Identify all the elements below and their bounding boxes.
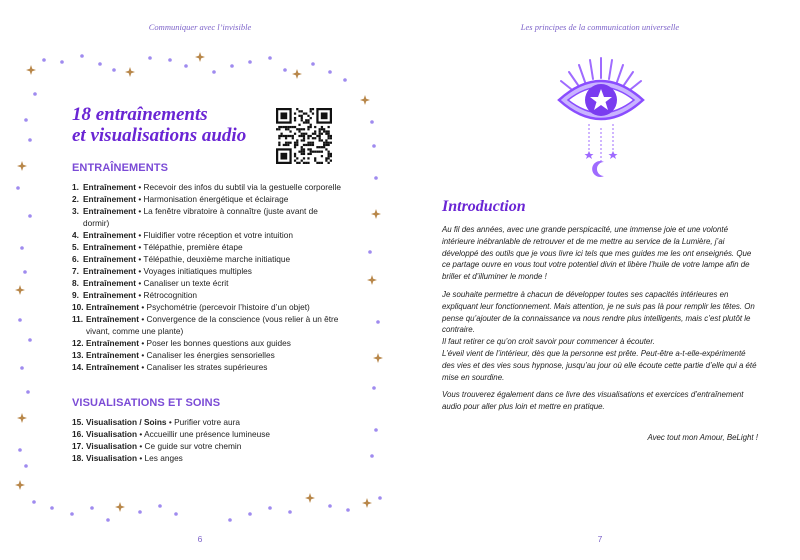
dot-decoration <box>184 64 188 68</box>
item-keyword: Entraînement <box>86 302 140 312</box>
star-decoration-icon <box>292 69 302 79</box>
dot-decoration <box>212 70 216 74</box>
item-text: Convergence de la conscience (vous relier à un être vivant, comme une plante) <box>86 314 339 336</box>
item-keyword: Visualisation <box>86 429 138 439</box>
dot-decoration <box>16 186 20 190</box>
item-number: 14. <box>72 362 84 372</box>
crescent-moon-icon <box>592 161 604 177</box>
signature: Avec tout mon Amour, BeLight ! <box>647 433 758 442</box>
item-text: Recevoir des infos du subtil via la gestuelle corporelle <box>143 182 341 192</box>
item-keyword: Entraînement <box>86 314 140 324</box>
item-text: Harmonisation énergétique et éclairage <box>143 194 289 204</box>
star-decoration-icon <box>371 209 381 219</box>
paragraph: L’éveil vient de l’intérieur, dès que la personne est prête. Peut-être a-t-elle-expérimenté des vies et des vies sous hypnose, jusqu’au jour où elle écoute cette partie d’elle qui a été mise en sourdine. <box>442 348 757 382</box>
dot-decoration <box>80 54 84 58</box>
item-keyword: Entraînement <box>83 206 137 216</box>
dot-decoration <box>268 506 272 510</box>
star-decoration-icon <box>305 493 315 503</box>
qr-code-icon[interactable] <box>276 108 332 164</box>
dot-decoration <box>230 64 234 68</box>
dot-decoration <box>23 270 27 274</box>
item-number: 13. <box>72 350 84 360</box>
item-keyword: Entraînement <box>83 182 137 192</box>
introduction-heading: Introduction <box>442 198 526 215</box>
item-keyword: Visualisation <box>86 453 138 463</box>
list-item: 18. Visualisation • Les anges <box>72 453 183 463</box>
dot-decoration <box>98 62 102 66</box>
list-item: 2. Entraînement • Harmonisation énergétique et éclairage <box>72 194 289 204</box>
item-keyword: Visualisation / Soins <box>86 417 167 427</box>
list-item: 17. Visualisation • Ce guide sur votre chemin <box>72 441 242 451</box>
list-item: 14. Entraînement • Canaliser les strates supérieures <box>72 362 268 372</box>
list-item: 7. Entraînement • Voyages initiatiques multiples <box>72 266 252 276</box>
dot-decoration <box>228 518 232 522</box>
paragraph: Je souhaite permettre à chacun de développer toutes ses capacités intérieures en expliquant leur fonctionnement. Mais attention, je ne suis pas là pour remplir les têtes. On pense qu’ajouter de la connaissance va nous rendre plus intelligents, mais c’est plutôt le contraire. <box>442 289 755 335</box>
list-item: 4. Entraînement • Fluidifier votre réception et votre intuition <box>72 230 293 240</box>
star-decoration-icon <box>195 52 205 62</box>
item-text: Canaliser un texte écrit <box>143 278 229 288</box>
running-head-right: Les principes de la communication universelle <box>520 22 680 32</box>
dot-decoration <box>374 176 378 180</box>
dot-decoration <box>42 58 46 62</box>
visualisations-list <box>72 416 342 464</box>
dot-decoration <box>168 58 172 62</box>
dot-decoration <box>311 62 315 66</box>
item-number: 2. <box>72 194 79 204</box>
dot-decoration <box>328 70 332 74</box>
item-number: 18. <box>72 453 84 463</box>
running-head-left: Communiquer avec l’invisible <box>148 22 252 32</box>
item-text: Télépathie, première étape <box>143 242 243 252</box>
item-keyword: Entraînement <box>86 350 140 360</box>
dot-decoration <box>60 60 64 64</box>
dot-decoration <box>372 386 376 390</box>
item-number: 5. <box>72 242 79 252</box>
item-keyword: Entraînement <box>83 278 137 288</box>
item-text: Purifier votre aura <box>174 417 241 427</box>
title-line-1: 18 entraînements <box>72 104 208 125</box>
item-number: 17. <box>72 441 84 451</box>
star-decoration-icon <box>367 275 377 285</box>
dot-decoration <box>20 246 24 250</box>
dot-decoration <box>28 138 32 142</box>
dot-decoration <box>26 390 30 394</box>
dot-decoration <box>32 500 36 504</box>
item-text: Accueillir une présence lumineuse <box>144 429 270 439</box>
dot-decoration <box>138 510 142 514</box>
dot-decoration <box>378 496 382 500</box>
dot-decoration <box>20 366 24 370</box>
list-item: 6. Entraînement • Télépathie, deuxième marche initiatique <box>72 254 291 264</box>
item-number: 1. <box>72 182 79 192</box>
paragraph: Vous trouverez également dans ce livre des visualisations et exercices d’entraînement audio pour aller plus loin et mettre en pratique. <box>442 390 744 412</box>
item-text: Télépathie, deuxième marche initiatique <box>143 254 291 264</box>
section-heading-visualisations: VISUALISATIONS ET SOINS <box>72 397 221 409</box>
item-text: Ce guide sur votre chemin <box>144 441 242 451</box>
dot-decoration <box>370 454 374 458</box>
list-item: 8. Entraînement • Canaliser un texte écrit <box>72 278 229 288</box>
list-item: 15. Visualisation / Soins • Purifier votre aura <box>72 417 241 427</box>
eye-symbol-icon <box>556 54 646 178</box>
dot-decoration <box>28 338 32 342</box>
item-text: Fluidifier votre réception et votre intuition <box>143 230 293 240</box>
dot-decoration <box>328 504 332 508</box>
item-keyword: Entraînement <box>83 290 137 300</box>
item-number: 11. <box>72 314 84 324</box>
star-decoration-icon <box>15 285 25 295</box>
star-decoration-icon <box>362 498 372 508</box>
item-text: La fenêtre vibratoire à connaître (juste avant de dormir) <box>83 206 318 228</box>
dot-decoration <box>50 506 54 510</box>
dot-decoration <box>248 512 252 516</box>
dot-decoration <box>376 320 380 324</box>
item-text: Les anges <box>144 453 183 463</box>
item-text: Poser les bonnes questions aux guides <box>146 338 291 348</box>
item-text: Canaliser les énergies sensorielles <box>146 350 275 360</box>
dot-decoration <box>148 56 152 60</box>
page-number-left: 6 <box>197 534 203 544</box>
introduction-body <box>442 224 758 419</box>
dot-decoration <box>174 512 178 516</box>
dot-decoration <box>18 448 22 452</box>
paragraph: Au fil des années, avec une grande perspicacité, une immense joie et une volonté intérieure inébranlable de retrouver et de me mettre au service de la Lumière, j’ai développé des outils que je vous livre ici tels que mes guides me les ont enseignés. Que ce partage ouvre en vous tout votre potentiel divin et libère l’huile de votre lampe afin de briller et d’illuminer le monde ! <box>442 225 752 282</box>
dot-decoration <box>24 118 28 122</box>
star-decoration-icon <box>17 161 27 171</box>
dot-decoration <box>106 518 110 522</box>
item-number: 7. <box>72 266 79 276</box>
list-item: 11. Entraînement • Convergence de la conscience (vous relier à un être vivant, comme une plante) <box>72 314 339 336</box>
star-decoration-icon <box>15 480 25 490</box>
star-decoration-icon <box>360 95 370 105</box>
list-item: 13. Entraînement • Canaliser les énergies sensorielles <box>72 350 275 360</box>
page-title <box>72 104 246 146</box>
list-item: 5. Entraînement • Télépathie, première étape <box>72 242 243 252</box>
item-text: Psychométrie (percevoir l’histoire d’un objet) <box>146 302 310 312</box>
dot-decoration <box>374 428 378 432</box>
item-number: 6. <box>72 254 79 264</box>
item-number: 4. <box>72 230 79 240</box>
dot-decoration <box>158 504 162 508</box>
item-number: 8. <box>72 278 79 288</box>
section-heading-entrainements: ENTRAÎNEMENTS <box>72 162 169 174</box>
dot-decoration <box>346 508 350 512</box>
item-keyword: Entraînement <box>83 254 137 264</box>
item-number: 3. <box>72 206 79 216</box>
item-keyword: Entraînement <box>83 242 137 252</box>
item-text: Canaliser les strates supérieures <box>146 362 268 372</box>
dot-decoration <box>24 464 28 468</box>
dot-decoration <box>370 120 374 124</box>
dot-decoration <box>283 68 287 72</box>
list-item: 12. Entraînement • Poser les bonnes questions aux guides <box>72 338 291 348</box>
item-keyword: Entraînement <box>83 266 137 276</box>
list-item: 10. Entraînement • Psychométrie (percevoir l’histoire d’un objet) <box>72 302 310 312</box>
item-text: Voyages initiatiques multiples <box>143 266 252 276</box>
paragraph: Il faut retirer ce qu’on croit savoir pour commencer à écouter. <box>442 337 655 347</box>
item-number: 10. <box>72 302 84 312</box>
entrainements-list <box>72 181 342 373</box>
item-keyword: Entraînement <box>86 362 140 372</box>
title-line-2: et visualisations audio <box>72 125 247 146</box>
item-number: 16. <box>72 429 84 439</box>
item-keyword: Entraînement <box>83 194 137 204</box>
list-item: 1. Entraînement • Recevoir des infos du subtil via la gestuelle corporelle <box>72 182 341 192</box>
star-decoration-icon <box>26 65 36 75</box>
item-text: Rétrocognition <box>143 290 198 300</box>
dot-decoration <box>18 318 22 322</box>
dot-decoration <box>268 56 272 60</box>
dot-decoration <box>343 78 347 82</box>
page-number-right: 7 <box>597 534 603 544</box>
item-number: 12. <box>72 338 84 348</box>
dot-decoration <box>248 60 252 64</box>
dot-decoration <box>372 144 376 148</box>
item-number: 9. <box>72 290 79 300</box>
item-keyword: Entraînement <box>86 338 140 348</box>
dot-decoration <box>28 214 32 218</box>
star-decoration-icon <box>125 67 135 77</box>
star-decoration-icon <box>373 353 383 363</box>
list-item: 16. Visualisation • Accueillir une présence lumineuse <box>72 429 270 439</box>
dot-decoration <box>90 506 94 510</box>
item-keyword: Entraînement <box>83 230 137 240</box>
item-number: 15. <box>72 417 84 427</box>
dot-decoration <box>368 250 372 254</box>
list-item: 9. Entraînement • Rétrocognition <box>72 290 198 300</box>
list-item: 3. Entraînement • La fenêtre vibratoire à connaître (juste avant de dormir) <box>72 206 318 228</box>
dot-decoration <box>70 512 74 516</box>
dot-decoration <box>33 92 37 96</box>
dot-decoration <box>112 68 116 72</box>
dot-decoration <box>288 510 292 514</box>
item-keyword: Visualisation <box>86 441 138 451</box>
star-decoration-icon <box>115 502 125 512</box>
star-decoration-icon <box>17 413 27 423</box>
